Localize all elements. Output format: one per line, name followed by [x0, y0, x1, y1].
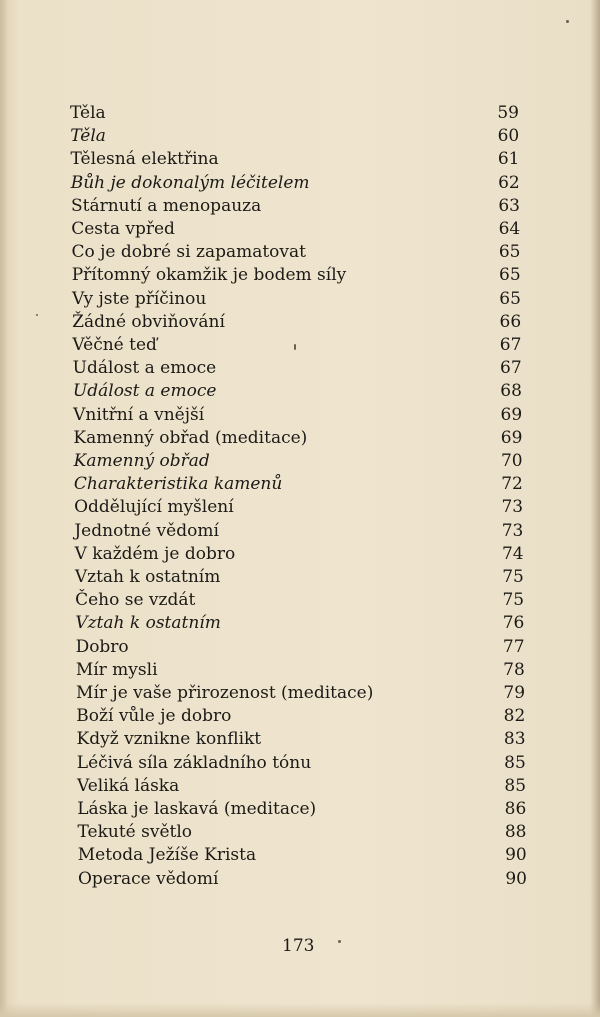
toc-entry-page: 73: [501, 520, 524, 541]
toc-entry-title: Těla: [70, 126, 106, 147]
toc-entry-title: Když vznikne konflikt: [76, 729, 262, 750]
toc-entry: [75, 588, 545, 612]
toc-entry-page: 86: [504, 799, 527, 819]
toc-entry: [72, 333, 542, 357]
toc-entry: [73, 356, 543, 380]
toc-entry-title: Metoda Ježíše Krista: [77, 845, 257, 866]
toc-entry-page: 85: [504, 775, 527, 796]
toc-entry-page: 76: [502, 613, 525, 634]
toc-entry: [75, 565, 545, 589]
toc-entry: [72, 310, 542, 334]
toc-entry: [74, 519, 544, 543]
toc-entry-title: V každém je dobro: [74, 543, 236, 564]
toc-entry: [76, 681, 546, 705]
toc-entry-title: Událost a emoce: [72, 358, 217, 379]
toc-entry: [78, 843, 548, 867]
toc-entry-page: 59: [497, 103, 519, 123]
toc-entry: [77, 774, 547, 798]
toc-entry-title: Mír je vaše přirozenost (meditace): [76, 683, 374, 703]
toc-entry-title: Veliká láska: [77, 775, 180, 796]
toc-entry-page: 90: [505, 845, 527, 866]
toc-entry: [73, 403, 543, 427]
toc-entry-title: Přítomný okamžik je bodem síly: [71, 265, 347, 286]
toc-entry-title: Vnitřní a vnější: [73, 404, 205, 425]
toc-entry-title: Kamenný obřad (meditace): [73, 427, 308, 448]
toc-entry-title: Léčivá síla základního tónu: [76, 752, 312, 773]
toc-entry-title: Čeho se vzdát: [75, 590, 196, 611]
toc-entry-title: Stárnutí a menopauza: [70, 195, 262, 216]
toc-entry-page: 64: [498, 219, 521, 239]
toc-entry: [74, 472, 544, 496]
toc-entry-title: Vy jste příčinou: [71, 288, 207, 309]
toc-entry: [76, 635, 546, 659]
toc-entry-page: 70: [500, 451, 523, 471]
toc-entry: [74, 449, 544, 473]
toc-entry-title: Událost a emoce: [72, 381, 217, 402]
toc-entry: [71, 194, 541, 218]
toc-entry-page: 63: [498, 195, 520, 216]
toc-entry-title: Jednotné vědomí: [74, 520, 219, 541]
toc-entry: [70, 147, 540, 171]
toc-entry-title: Co je dobré si zapamatovat: [71, 242, 306, 263]
toc-entry-page: 61: [497, 149, 520, 170]
toc-entry: [78, 867, 548, 891]
toc-entry-page: 77: [502, 636, 525, 657]
toc-entry: [76, 704, 546, 728]
toc-entry: [72, 287, 542, 311]
toc-entry-page: 65: [498, 242, 521, 263]
toc-entry-title: Věčné teď: [72, 335, 157, 355]
toc-entry-page: 74: [501, 543, 524, 564]
toc-entry: [70, 124, 540, 148]
toc-entry-title: Žádné obviňování: [72, 311, 225, 332]
toc-entry-page: 67: [499, 335, 522, 355]
toc-entry: [71, 171, 541, 195]
toc-entry-page: 73: [501, 497, 524, 518]
toc-entry: [73, 379, 543, 403]
toc-entry-page: 66: [499, 311, 522, 332]
toc-entry-page: 78: [503, 659, 525, 680]
toc-entry-title: Tělesná elektřina: [70, 149, 219, 170]
toc-entry: [70, 101, 540, 125]
toc-entry-title: Těla: [70, 103, 106, 123]
toc-entry: [75, 611, 545, 635]
toc-entry-page: 75: [502, 590, 525, 611]
toc-entry-title: Bůh je dokonalým léčitelem: [70, 172, 310, 193]
toc-entry: [73, 426, 543, 450]
toc-entry-page: 62: [498, 172, 520, 193]
toc-entry-title: Láska je laskavá (meditace): [77, 799, 317, 819]
toc-entry-page: 83: [503, 729, 526, 750]
toc-entry-page: 85: [504, 752, 526, 773]
toc-entry-title: Kamenný obřad: [73, 451, 210, 471]
toc-entry: [71, 240, 541, 264]
toc-entry: [72, 263, 542, 287]
toc-entry-page: 69: [500, 404, 523, 425]
toc-entry-page: 67: [500, 358, 522, 379]
toc-entry-page: 69: [500, 427, 523, 448]
toc-entry-page: 65: [499, 265, 521, 286]
toc-entry-page: 75: [502, 567, 524, 587]
toc-entry-title: Vztah k ostatním: [75, 613, 221, 634]
page-number: 173: [282, 936, 315, 956]
toc-entry: [78, 820, 548, 844]
toc-entry-page: 88: [504, 822, 527, 843]
toc-entry: [71, 217, 541, 241]
toc-entry-page: 65: [499, 288, 521, 309]
toc-entry-page: 60: [497, 126, 520, 147]
toc-entry-page: 82: [503, 706, 526, 727]
toc-entry-title: Mír mysli: [75, 659, 158, 680]
toc-entry-title: Boží vůle je dobro: [76, 706, 232, 727]
toc-entry-title: Vztah k ostatním: [74, 567, 221, 587]
toc-entry: [77, 727, 547, 751]
toc-entry-title: Dobro: [75, 636, 129, 657]
toc-entry: [76, 658, 546, 682]
toc-entry-title: Charakteristika kamenů: [73, 474, 283, 495]
toc-entry-page: 72: [501, 474, 523, 495]
toc-entry: [77, 797, 547, 821]
toc-entry-title: Cesta vpřed: [71, 219, 175, 239]
toc-entry-page: 90: [505, 868, 527, 889]
toc-entry: [77, 751, 547, 775]
toc-entry-title: Tekuté světlo: [77, 822, 193, 843]
toc-entry: [74, 495, 544, 519]
toc-entry-title: Operace vědomí: [78, 868, 219, 889]
toc-entry: [75, 542, 545, 566]
toc-entry-page: 68: [500, 381, 522, 402]
toc-entry-title: Oddělující myšlení: [74, 497, 234, 518]
toc-entry-page: 79: [503, 683, 526, 703]
